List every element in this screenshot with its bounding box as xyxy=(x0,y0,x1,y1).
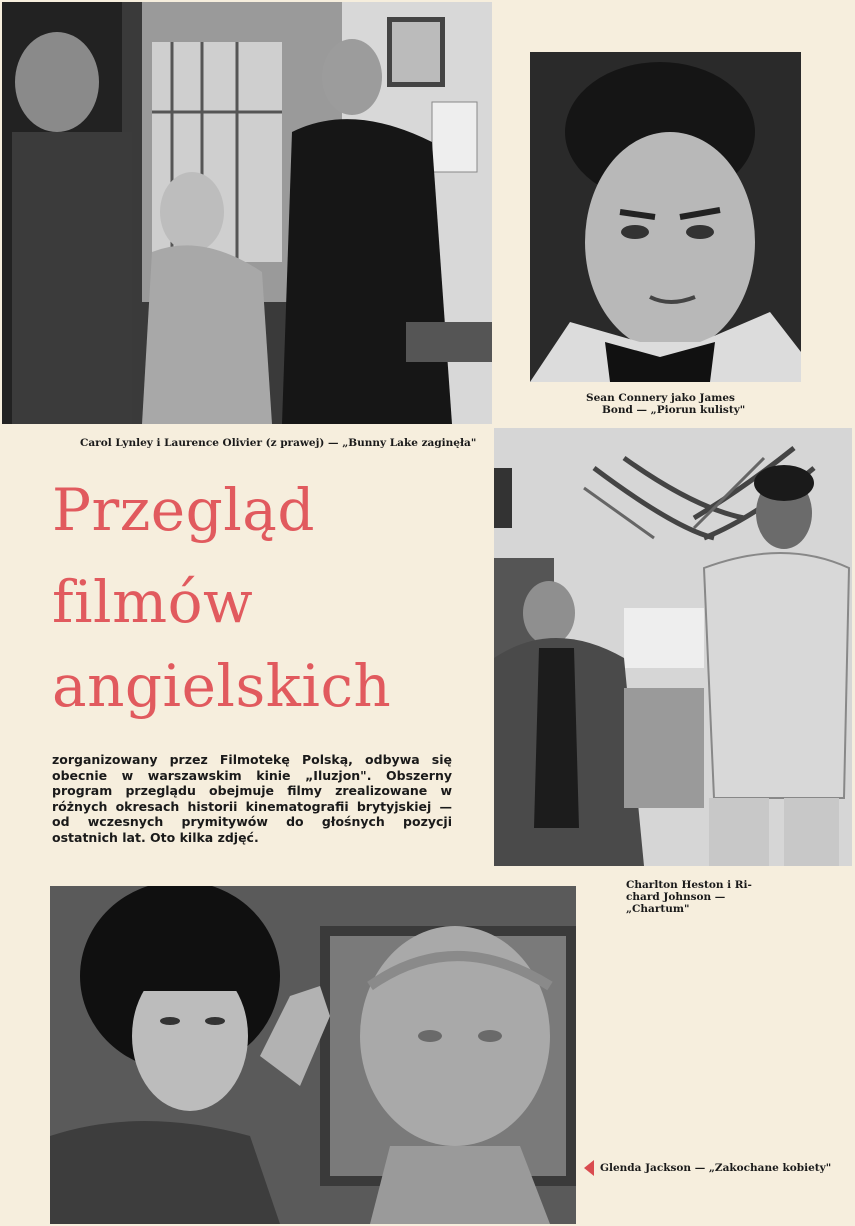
lead-paragraph: zorganizowany przez Filmotekę Polską, odbywa się obecnie w warszawskim kinie „Iluzjon". Obszerny program przeglądu obejmuje filmy zrealizowane w różnych okresach historii kinematografii brytyjskiej — od wczesnych prymitywów do głośnych pozycji ostatnich lat. Oto kilka zdjęć. xyxy=(52,752,452,845)
caption-women-in-love: Glenda Jackson — „Zakochane kobiety" xyxy=(600,1162,832,1174)
photo-khartoum xyxy=(494,428,852,866)
photo-women-in-love xyxy=(50,886,576,1224)
caption-sean-connery xyxy=(586,392,756,416)
photo-sean-connery xyxy=(530,52,801,382)
caption-connery-line-1: Sean Connery jako James xyxy=(586,392,735,404)
caption-heston-line-2: chard Johnson — „Chartum" xyxy=(626,891,726,915)
title-line-1: Przegląd xyxy=(52,476,316,544)
caption-bunny-lake: Carol Lynley i Laurence Olivier (z prawej) — „Bunny Lake zaginęła" xyxy=(80,437,477,449)
photo-bunny-lake xyxy=(2,2,492,424)
title-line-3: angielskich xyxy=(52,652,392,720)
caption-connery-line-2: Bond — „Piorun kulisty" xyxy=(602,404,746,416)
caption-arrow-icon xyxy=(584,1160,594,1176)
title-line-2: filmów xyxy=(52,568,254,636)
caption-khartoum xyxy=(626,879,786,915)
caption-heston-line-1: Charlton Heston i Ri- xyxy=(626,879,752,891)
